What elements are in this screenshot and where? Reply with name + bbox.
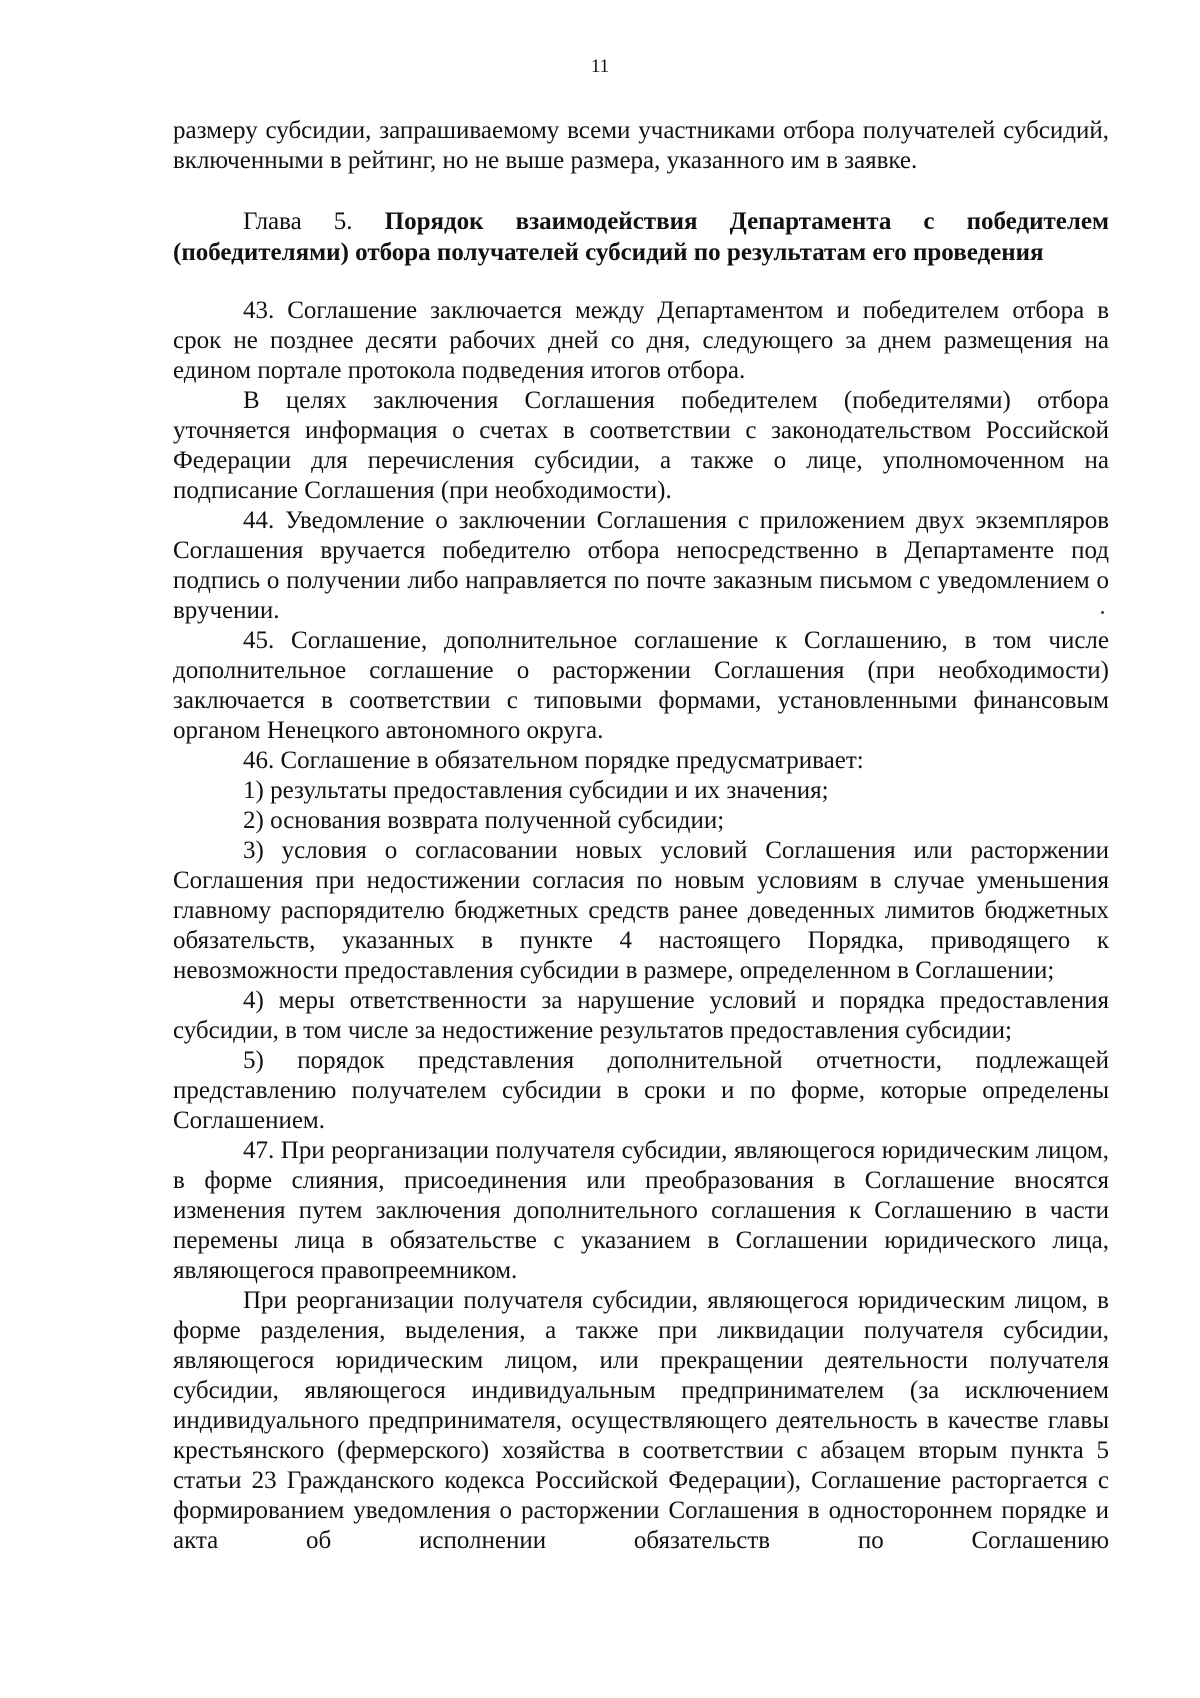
- list-item-5: 5) порядок представления дополнительной отчетности, подлежащей представлению получателем субсидии в сроки и по форме, которые определены Соглашением.: [173, 1047, 1109, 1134]
- list-item-2: 2) основания возврата полученной субсидии;: [243, 807, 725, 834]
- paragraph-43-accounts: В целях заключения Соглашения победителем (победителями) отбора уточняется информация о счетах в соответствии с законодательством Российской Федерации для перечисления субсидии, а также о лице, уполномоченном на подписание Соглашения (при необходимости).: [173, 387, 1109, 504]
- list-item-3: 3) условия о согласовании новых условий Соглашения или расторжении Соглашения при недостижении согласия по новым условиям в случае уменьшения главному распорядителю бюджетных средств ранее доведенных лимитов бюджетных обязательств, указанных в пункте 4 настоящего Порядка, приводящего к невозможности предоставления субсидии в размере, определенном в Соглашении;: [173, 837, 1109, 984]
- paragraph-43: 43. Соглашение заключается между Департаментом и победителем отбора в срок не позднее десяти рабочих дней со дня, следующего за днем размещения на едином портале протокола подведения итогов отбора.: [173, 297, 1109, 384]
- paragraph-45: 45. Соглашение, дополнительное соглашение к Соглашению, в том числе дополнительное соглашение о расторжении Соглашения (при необходимости) заключается в соответствии с типовыми формами, установленными финансовым органом Ненецкого автономного округа.: [173, 627, 1109, 744]
- page-number: 11: [590, 56, 610, 77]
- intro-text: [173, 116, 1109, 176]
- paragraph-44: 44. Уведомление о заключении Соглашения с приложением двух экземпляров Соглашения вручается победителю отбора непосредственно в Департаменте под подпись о получении либо направляется по почте заказным письмом с уведомлением о вручении.: [173, 507, 1109, 624]
- paragraph-46: 46. Соглашение в обязательном порядке предусматривает:: [243, 747, 864, 774]
- scan-speck: [1101, 611, 1104, 614]
- main-text: [173, 296, 1109, 1556]
- list-item-4: 4) меры ответственности за нарушение условий и порядка предоставления субсидии, в том числе за недостижение результатов предоставления субсидии;: [173, 987, 1109, 1044]
- chapter-number: Глава 5.: [243, 208, 353, 235]
- paragraph-47-reorganization: При реорганизации получателя субсидии, являющегося юридическим лицом, в форме разделения, выделения, а также при ликвидации получателя субсидии, являющегося юридическим лицом, или прекращении деятельности получателя субсидии, являющегося индивидуальным предпринимателем (за исключением индивидуального предпринимателя, осуществляющего деятельность в качестве главы крестьянского (фермерского) хозяйства в соответствии с абзацем вторым пункта 5 статьи 23 Гражданского кодекса Российской Федерации), Соглашение расторгается с формированием уведомления о расторжении Соглашения в одностороннем порядке и акта об исполнении обязательств по Соглашению: [173, 1287, 1109, 1554]
- chapter-heading: [173, 206, 1109, 268]
- paragraph-47: 47. При реорганизации получателя субсидии, являющегося юридическим лицом, в форме слияния, присоединения или преобразования в Соглашение вносятся изменения путем заключения дополнительного соглашения к Соглашению в части перемены лица в обязательстве с указанием в Соглашении юридического лица, являющегося правопреемником.: [173, 1137, 1109, 1284]
- list-item-1: 1) результаты предоставления субсидии и их значения;: [243, 777, 829, 804]
- chapter-title: Порядок взаимодействия Департамента с победителем (победителями) отбора получателей субсидий по результатам его проведения: [173, 208, 1110, 266]
- intro-paragraph: размеру субсидии, запрашиваемому всеми участниками отбора получателей субсидий, включенными в рейтинг, но не выше размера, указанного им в заявке.: [173, 117, 1109, 174]
